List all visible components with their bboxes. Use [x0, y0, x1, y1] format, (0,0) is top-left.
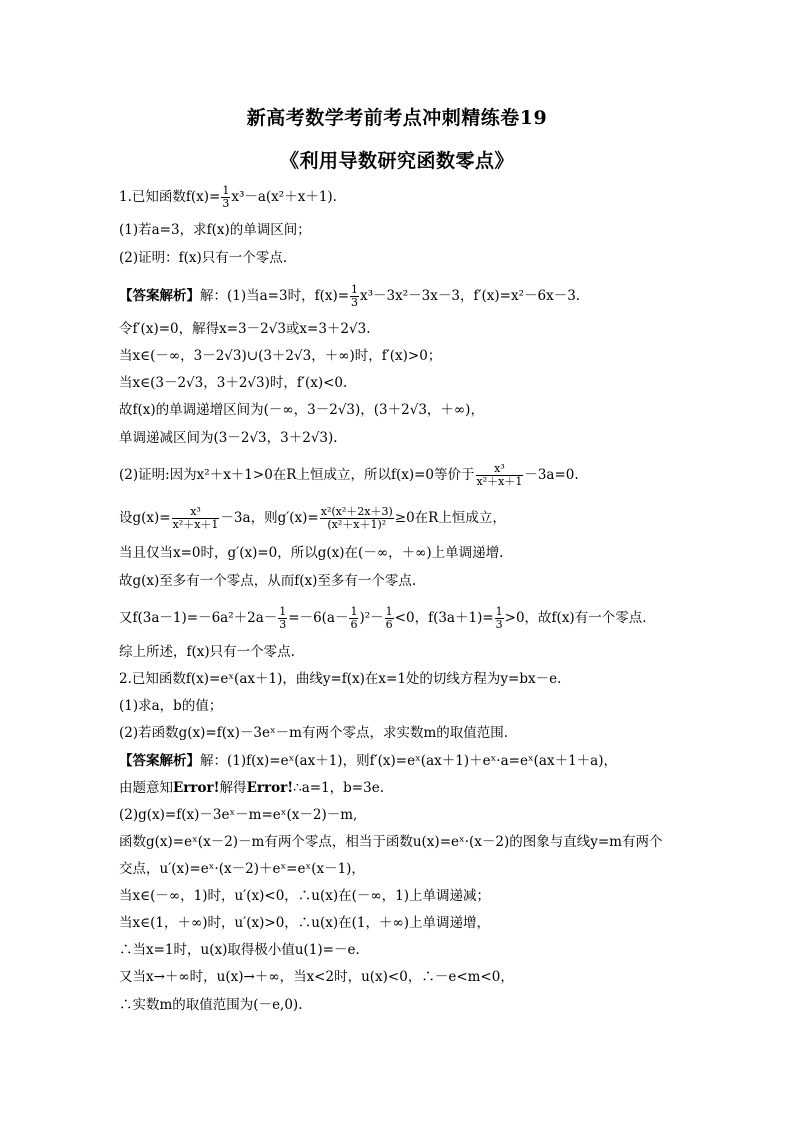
q1-a1-text-2: x³－3x²－3x－3，f′(x)=x²－6x－3.	[360, 288, 581, 304]
q2-stem: 2.已知函数f(x)=eˣ(ax＋1)，曲线y=f(x)在x=1处的切线方程为y=bx－e.	[119, 671, 562, 687]
frac-den: 3	[222, 197, 230, 210]
q1-a11-text-4: <0，f(3a＋1)=	[394, 610, 494, 626]
q2-a1-text: 解：(1)f(x)=eˣ(ax＋1)，则f′(x)=eˣ(ax＋1)＋eˣ·a=eˣ(ax＋1＋a)，	[200, 753, 617, 769]
q1-a8-fraction-2	[320, 506, 394, 531]
q2-a2-text-3: ∴a=1，b=3e.	[293, 780, 384, 796]
q1-answer-line-2: 令f′(x)=0，解得x=3－2√3或x=3＋2√3.	[119, 321, 371, 337]
q2-answer-line-10: ∴实数m的取值范围为(－e,0).	[119, 997, 303, 1013]
q2-answer-line-4: 函数g(x)=eˣ(x－2)－m有两个零点，相当于函数u(x)=eˣ·(x－2)的图象与直线y=m有两个	[119, 834, 663, 850]
error-marker: Error!	[246, 780, 294, 796]
q1-a11-text-5: >0，故f(x)有一个零点.	[504, 610, 647, 626]
q1-answer-line-10: 故g(x)至多有一个零点，从而f(x)至多有一个零点.	[119, 573, 417, 589]
q1-a11-text: 又f(3a－1)=－6a²＋2a－	[119, 610, 278, 626]
answer-label: 【答案解析】	[119, 753, 200, 769]
q1-a8-fraction-1	[172, 506, 220, 531]
doc-subtitle: 《利用导数研究函数零点》	[279, 150, 514, 172]
q1-a1-fraction	[350, 284, 359, 309]
frac-num: x³	[172, 506, 220, 519]
q1-part1: (1)若a=3，求f(x)的单调区间；	[119, 222, 311, 238]
q1-a11-fraction-3	[385, 606, 394, 631]
q1-a8-text: 设g(x)=	[119, 510, 171, 526]
q1-a8-text-2: －3a，则g′(x)=	[220, 510, 319, 526]
frac-num: 1	[351, 283, 359, 296]
frac-num: x³	[476, 463, 524, 476]
q2-part2: (2)若函数g(x)=f(x)－3eˣ－m有两个零点，求实数m的取值范围.	[119, 725, 509, 741]
q2-part1: (1)求a，b的值；	[119, 698, 223, 714]
frac-num: 1	[350, 605, 358, 618]
answer-label: 【答案解析】	[119, 288, 200, 304]
q1-a1-text: 解：(1)当a=3时，f(x)=	[200, 288, 350, 304]
q2-a2-text-2: 解得	[219, 780, 247, 796]
q2-answer-line-5: 交点，u′(x)=eˣ·(x－2)＋eˣ=eˣ(x－1)，	[119, 861, 365, 877]
frac-num: 1	[495, 605, 503, 618]
q1-answer-line-8	[119, 506, 506, 531]
q1-a8-text-3: ≥0在R上恒成立，	[394, 510, 506, 526]
q1-a7-text: (2)证明:因为x²＋x＋1>0在R上恒成立，所以f(x)=0等价于	[119, 467, 475, 483]
q1-answer-line-6: 单调递减区间为(3－2√3，3＋2√3).	[119, 430, 338, 446]
frac-den: 6	[385, 618, 393, 631]
q2-answer-line-2	[119, 778, 384, 798]
frac-den: 3	[495, 618, 503, 631]
q1-answer-line-12: 综上所述，f(x)只有一个零点.	[119, 644, 295, 660]
frac-num: 1	[279, 605, 287, 618]
q1-a11-fraction-2	[349, 606, 358, 631]
frac-den: 6	[350, 618, 358, 631]
q2-answer-line-6: 当x∈(－∞，1)时，u′(x)<0，∴u(x)在(－∞，1)上单调递减；	[119, 888, 490, 904]
q1-a11-fraction-1	[278, 606, 287, 631]
q1-stem	[119, 185, 337, 210]
q2-answer-line-9: 又当x→＋∞时，u(x)→＋∞，当x<2时，u(x)<0，∴－e<m<0，	[119, 969, 514, 985]
q1-answer-line-7	[119, 463, 579, 488]
q2-answer-line-8: ∴当x=1时，u(x)取得极小值u(1)=－e.	[119, 942, 360, 958]
q1-answer-line-4: 当x∈(3－2√3，3＋2√3)时，f′(x)<0.	[119, 375, 348, 391]
frac-den: (x²＋x＋1)²	[327, 518, 387, 531]
frac-den: 3	[279, 618, 287, 631]
frac-num: 1	[222, 184, 230, 197]
q1-stem-text-2: x³－a(x²＋x＋1).	[231, 189, 337, 205]
q1-answer-line-9: 当且仅当x=0时，g′(x)=0，所以g(x)在(－∞，＋∞)上单调递增.	[119, 545, 504, 561]
q2-answer-line-7: 当x∈(1，＋∞)时，u′(x)>0，∴u(x)在(1，＋∞)上单调递增，	[119, 915, 490, 931]
q1-a7-text-2: －3a=0.	[524, 467, 579, 483]
q1-stem-fraction	[221, 185, 230, 210]
frac-num: 1	[385, 605, 393, 618]
q1-answer-line-3: 当x∈(－∞，3－2√3)∪(3＋2√3，＋∞)时，f′(x)>0；	[119, 348, 442, 364]
q1-part2: (2)证明：f(x)只有一个零点.	[119, 250, 288, 266]
q1-a11-fraction-4	[495, 606, 504, 631]
q1-a11-text-3: )²－	[359, 610, 384, 626]
frac-den: x²＋x＋1	[476, 475, 523, 488]
q2-answer-line-1	[119, 751, 617, 771]
q1-a11-text-2: =－6(a－	[288, 610, 349, 626]
frac-num: x²(x²＋2x＋3)	[320, 505, 393, 518]
error-marker: Error!	[173, 780, 220, 796]
q1-answer-line-11	[119, 606, 647, 631]
doc-title: 新高考数学考前考点冲刺精练卷19	[246, 107, 548, 129]
q2-answer-line-3: (2)g(x)=f(x)－3eˣ－m=eˣ(x－2)－m,	[119, 807, 358, 823]
q1-answer-line-5: 故f(x)的单调递增区间为(－∞，3－2√3)，(3＋2√3，＋∞)，	[119, 402, 484, 418]
q2-a2-text: 由题意知	[119, 780, 173, 796]
q1-stem-text: 1.已知函数f(x)=	[119, 189, 221, 205]
frac-den: 3	[351, 296, 359, 309]
q1-answer-line-1	[119, 284, 580, 309]
frac-den: x²＋x＋1	[172, 518, 219, 531]
q1-a7-fraction	[476, 463, 524, 488]
